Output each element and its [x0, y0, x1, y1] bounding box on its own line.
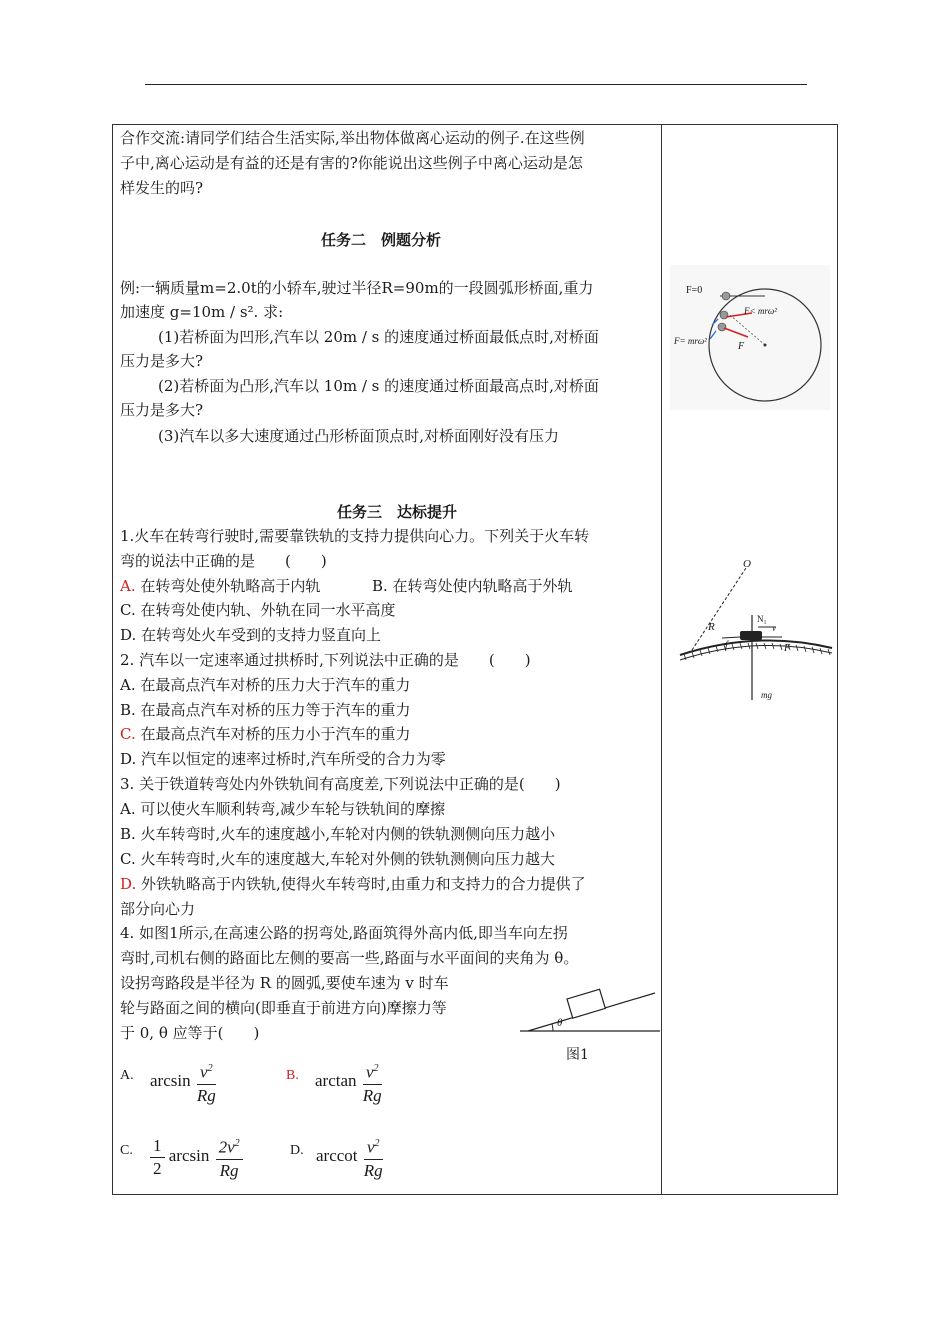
q1-option-a-text: 在转弯处使外轨略高于内轨: [140, 577, 321, 595]
fraction-numerator: v: [366, 1137, 375, 1157]
q3-option-b: B. 火车转弯时,火车的速度越小,车轮对内侧的铁轨测侧向压力越小: [120, 825, 556, 843]
q2-option-d: D. 汽车以恒定的速率过桥时,汽车所受的合力为零: [120, 750, 446, 768]
fraction-exponent: 2: [234, 1138, 240, 1149]
formula-function: arcsin: [168, 1146, 210, 1166]
fraction-denominator: Rg: [362, 1085, 382, 1105]
fraction-denominator: Rg: [196, 1085, 216, 1105]
q4-option-a-formula: [150, 1058, 216, 1107]
example-q2-line-1: (2)若桥面为凸形,汽车以 10m / s 的速度通过桥面最高点时,对桥面: [158, 377, 599, 395]
q3-option-c: C. 火车转弯时,火车的速度越大,车轮对外侧的铁轨测侧向压力越大: [120, 850, 556, 868]
fraction-numerator: v: [200, 1062, 208, 1082]
coefficient-numerator: 1: [150, 1135, 165, 1158]
fraction-exponent: 2: [373, 1063, 379, 1074]
example-q1-line-2: 压力是多大?: [120, 352, 204, 370]
example-line-1: 例:一辆质量m=2.0t的小轿车,驶过半径R=90m的一段圆弧形桥面,重力: [120, 279, 594, 297]
q4-stem-1: 4. 如图1所示,在高速公路的拐弯处,路面筑得外高内低,即当车向左拐: [120, 924, 568, 942]
q1-option-a-letter: A.: [120, 577, 136, 595]
intro-line-3: 样发生的吗?: [120, 179, 204, 197]
q3-option-a: A. 可以使火车顺利转弯,减少车轮与铁轨间的摩擦: [120, 800, 446, 818]
formula-coefficient: [150, 1135, 165, 1180]
q4-option-b-formula: [315, 1058, 382, 1107]
label-center-o: O: [743, 558, 751, 570]
example-q3: (3)汽车以多大速度通过凸形桥面顶点时,对桥面刚好没有压力: [158, 427, 560, 445]
intro-line-2: 子中,离心运动是有益的还是有害的?你能说出这些例子中离心运动是怎: [120, 154, 583, 172]
q2-option-c: [120, 724, 411, 744]
q4-stem-2: 弯时,司机右侧的路面比左侧的要高一些,路面与水平面间的夹角为 θ。: [120, 949, 579, 967]
q3-option-d: [120, 874, 586, 894]
fraction-denominator: Rg: [219, 1160, 239, 1180]
formula-fraction: [363, 1058, 382, 1107]
formula-fraction: [364, 1133, 383, 1182]
q4-stem-4: 轮与路面之间的横向(即垂直于前进方向)摩擦力等: [120, 999, 447, 1017]
incline-figure: [515, 975, 663, 1065]
q2-option-c-text: 在最高点汽车对桥的压力小于汽车的重力: [140, 725, 411, 743]
q4-option-c-formula: [148, 1133, 243, 1182]
incline-angle-label: θ: [557, 1017, 563, 1029]
formula-function: arctan: [315, 1071, 357, 1091]
intro-line-1: 合作交流:请同学们结合生活实际,举出物体做离心运动的例子.在这些例: [120, 129, 585, 147]
label-velocity-v: v: [772, 623, 776, 633]
task3-heading: 任务三 达标提升: [337, 503, 458, 521]
formula-function: arcsin: [150, 1071, 191, 1091]
example-q1-line-1: (1)若桥面为凹形,汽车以 20m / s 的速度通过桥面最低点时,对桥面: [158, 328, 599, 346]
fraction-exponent: 2: [207, 1063, 213, 1074]
fraction-denominator: Rg: [363, 1160, 383, 1180]
coefficient-denominator: 2: [153, 1158, 162, 1178]
q4-option-a-letter: A.: [120, 1068, 134, 1083]
q4-option-d-formula: [316, 1133, 383, 1182]
label-f: F: [738, 341, 745, 352]
q3-option-d-text-1: 外铁轨略高于内铁轨,使得火车转弯时,由重力和支持力的合力提供了: [141, 875, 586, 893]
q4-option-d-letter: D.: [290, 1143, 304, 1158]
q3-option-d-letter: D.: [120, 875, 137, 893]
label-force-f: F: [784, 643, 791, 654]
q2-stem: 2. 汽车以一定速率通过拱桥时,下列说法中正确的是 ( ): [120, 651, 531, 669]
label-f-equal: F= mrω²: [674, 336, 707, 346]
q4-option-c-letter: C.: [120, 1143, 133, 1158]
figure-1-caption: 图1: [566, 1047, 589, 1063]
q1-option-b: B. 在转弯处使内轨略高于外轨: [372, 577, 573, 595]
q4-stem-5: 于 0, θ 应等于( ): [120, 1024, 260, 1042]
q2-option-b: B. 在最高点汽车对桥的压力等于汽车的重力: [120, 701, 411, 719]
example-q2-line-2: 压力是多大?: [120, 401, 204, 419]
formula-function: arccot: [316, 1146, 358, 1166]
q4-stem-3: 设拐弯路段是半径为 R 的圆弧,要使车速为 v 时车: [120, 974, 449, 992]
fraction-numerator: 2v: [218, 1137, 235, 1157]
label-radius-r: R: [708, 621, 715, 633]
fraction-numerator: v: [365, 1062, 374, 1082]
curved-road-figure: [672, 560, 838, 710]
label-friction-f: f: [725, 640, 728, 651]
label-normal-n: N₁: [757, 614, 767, 624]
q1-stem-2: 弯的说法中正确的是 ( ): [120, 552, 327, 570]
fraction-exponent: 2: [374, 1138, 380, 1149]
example-line-2: 加速度 g=10m / s². 求:: [120, 303, 284, 321]
q1-option-c: C. 在转弯处使内轨、外轨在同一水平高度: [120, 601, 396, 619]
label-f-less: F< mrω²: [744, 306, 777, 316]
q1-option-d: D. 在转弯处火车受到的支持力竖直向上: [120, 626, 382, 644]
formula-fraction: [197, 1058, 216, 1107]
q2-option-c-letter: C.: [120, 725, 136, 743]
header-rule: [145, 84, 807, 85]
q1-stem-1: 1.火车在转弯行驶时,需要靠铁轨的支持力提供向心力。下列关于火车转: [120, 527, 590, 545]
label-weight-mg: mg: [761, 690, 772, 700]
q2-option-a: A. 在最高点汽车对桥的压力大于汽车的重力: [120, 676, 411, 694]
q3-option-d-line-2: 部分向心力: [120, 900, 196, 918]
q1-option-a: [120, 576, 320, 596]
task2-heading: 任务二 例题分析: [321, 231, 442, 249]
formula-fraction: [216, 1133, 243, 1182]
label-f-zero: F=0: [686, 285, 703, 296]
q4-option-b-letter: B.: [286, 1068, 299, 1083]
q3-stem: 3. 关于铁道转弯处内外铁轨间有高度差,下列说法中正确的是( ): [120, 775, 561, 793]
